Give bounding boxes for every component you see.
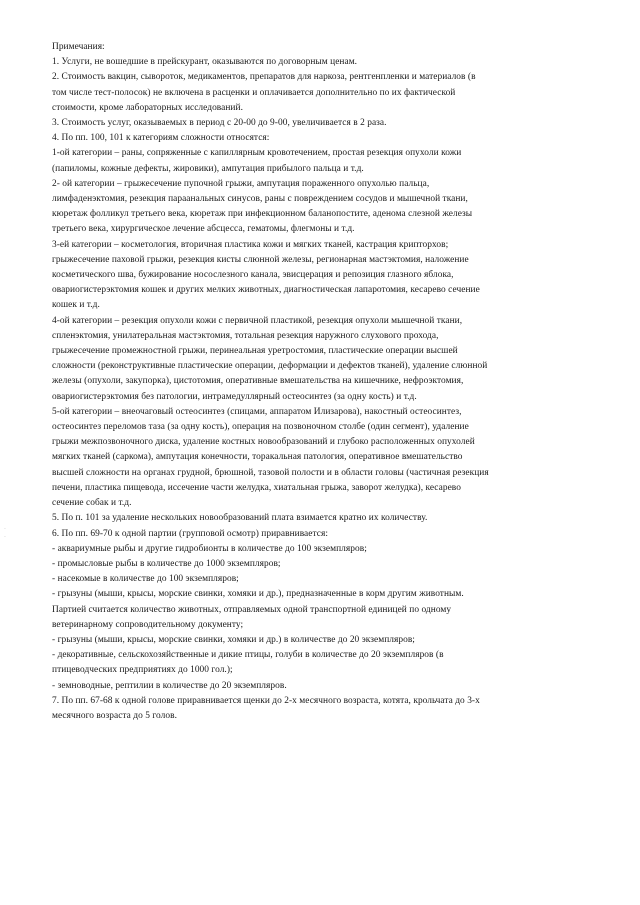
note-line: высшей сложности на органах грудной, брюшной, тазовой полости и в области головы (частичная резекция	[52, 467, 489, 478]
note-line: ветеринарному сопроводительному документу;	[52, 619, 244, 630]
note-line: - земноводные, рептилии в количестве до 20 экземпляров.	[52, 680, 287, 691]
note-line: железы (опухоли, закупорка), цистотомия, оперативные вмешательства на кишечнике, нефроэктомия,	[52, 376, 464, 387]
note-line: 7. По пп. 67-68 к одной голове приравнивается щенки до 2-х месячного возраста, котята, крольчата до 3-х	[52, 695, 480, 706]
note-line: овариогистерэктомия без патологии, интрамедуллярный остеосинтез (за одну кость) и т.д.	[52, 391, 417, 402]
note-line: месячного возраста до 5 голов.	[52, 710, 177, 721]
notes-document	[52, 40, 612, 724]
note-line: Партией считается количество животных, отправляемых одной транспортной единицей по одному	[52, 604, 452, 615]
note-line: 3. Стоимость услуг, оказываемых в период с 20-00 до 9-00, увеличивается в 2 раза.	[52, 118, 387, 129]
note-line: мягких тканей (саркома), ампутация конечности, торакальная патология, оперативное вмешательство	[52, 452, 463, 463]
note-line: 1. Услуги, не вошедшие в прейскурант, оказываются по договорным ценам.	[52, 57, 358, 68]
note-line: 5. По п. 101 за удаление нескольких новообразований плата взимается кратно их количеству.	[52, 513, 428, 524]
note-line: - грызуны (мыши, крысы, морские свинки, хомяки и др.), предназначенные в корм другим животным.	[52, 589, 464, 600]
note-line: 6. По пп. 69-70 к одной партии (групповой осмотр) приравнивается:	[52, 528, 328, 539]
note-line: 2- ой категории – грыжесечение пупочной грыжи, ампутация пораженного опухолью пальца,	[52, 178, 430, 189]
note-line: спленэктомия, унилатеральная мастэктомия, тотальная резекция наружного слухового прохода,	[52, 330, 439, 341]
note-line: 5-ой категории – внеочаговый остеосинтез (спицами, аппаратом Илизарова), накостный остеосинтез,	[52, 406, 462, 417]
note-line: кошек и т.д.	[52, 300, 100, 311]
note-line: 1-ой категории – раны, сопряженные с капиллярным кровотечением, простая резекция опухоли кожи	[52, 148, 462, 159]
note-line: - аквариумные рыбы и другие гидробионты в количестве до 100 экземпляров;	[52, 543, 367, 554]
note-line: - насекомые в количестве до 100 экземпляров;	[52, 574, 239, 585]
note-line: печени, пластика пищевода, иссечение части желудка, хиатальная грыжа, заворот желудка), кесарево	[52, 482, 461, 493]
note-line: стоимости, кроме лабораторных исследований.	[52, 102, 243, 113]
note-line: птицеводческих предприятиях до 1000 гол.);	[52, 665, 233, 676]
note-line: 2. Стоимость вакцин, сывороток, медикаментов, препаратов для наркоза, рентгенпленки и материалов (в	[52, 72, 476, 83]
note-line: - промысловые рыбы в количестве до 1000 экземпляров;	[52, 558, 281, 569]
scan-artifact-mark: ˙ ˙	[4, 527, 7, 544]
note-line: косметического шва, бужирование носослезного канала, эвисцерация и репозиция глазного яблока,	[52, 270, 454, 281]
note-line: 4. По пп. 100, 101 к категориям сложности относятся:	[52, 133, 270, 144]
note-line: лимфаденэктомия, резекция параанальных синусов, раны с повреждением сосудов и мышечной ткани,	[52, 194, 468, 205]
note-line: - грызуны (мыши, крысы, морские свинки, хомяки и др.) в количестве до 20 экземпляров;	[52, 634, 415, 645]
note-line: третьего века, хирургическое лечение абсцесса, гематомы, флегмоны и т.д.	[52, 224, 355, 235]
note-line: (папиломы, кожные дефекты, жировики), ампутация прибылого пальца и т.д.	[52, 163, 364, 174]
note-line: 3-ей категории – косметология, вторичная пластика кожи и мягких тканей, кастрация крипторхов;	[52, 239, 449, 250]
note-line: остеосинтез переломов таза (за одну кость), операция на позвоночном столбе (один сегмент), удаление	[52, 422, 469, 433]
note-line: грыжесечение промежностной грыжи, перинеальная уретростомия, пластические операции высшей	[52, 346, 458, 357]
note-line: сечение собак и т.д.	[52, 498, 132, 509]
note-line: сложности (реконструктивные пластические операции, деформации и дефектов тканей), удаление слюнной	[52, 361, 488, 372]
note-line: грыжи межпозвоночного диска, удаление костных новообразований и глубоко расположенных опухолей	[52, 437, 475, 448]
note-line: грыжесечение паховой грыжи, резекция кисты слюнной железы, регионарная мастэктомия, наложение	[52, 254, 469, 265]
note-line: том числе тест-полосок) не включена в расценки и оплачивается дополнительно по их фактической	[52, 87, 456, 98]
note-line: овариогистерэктомия кошек и других мелких животных, диагностическая лапаротомия, кесарево сечение	[52, 285, 480, 296]
note-line: - декоративные, сельскохозяйственные и дикие птицы, голуби в количестве до 20 экземпляров (в	[52, 650, 444, 661]
note-line: кюретаж фолликул третьего века, кюретаж при инфекционном баланопостите, аденома слезной железы	[52, 209, 473, 220]
notes-heading: Примечания:	[52, 42, 105, 52]
note-line: 4-ой категории – резекция опухоли кожи с первичной пластикой, резекция опухоли мышечной ткани,	[52, 315, 463, 326]
